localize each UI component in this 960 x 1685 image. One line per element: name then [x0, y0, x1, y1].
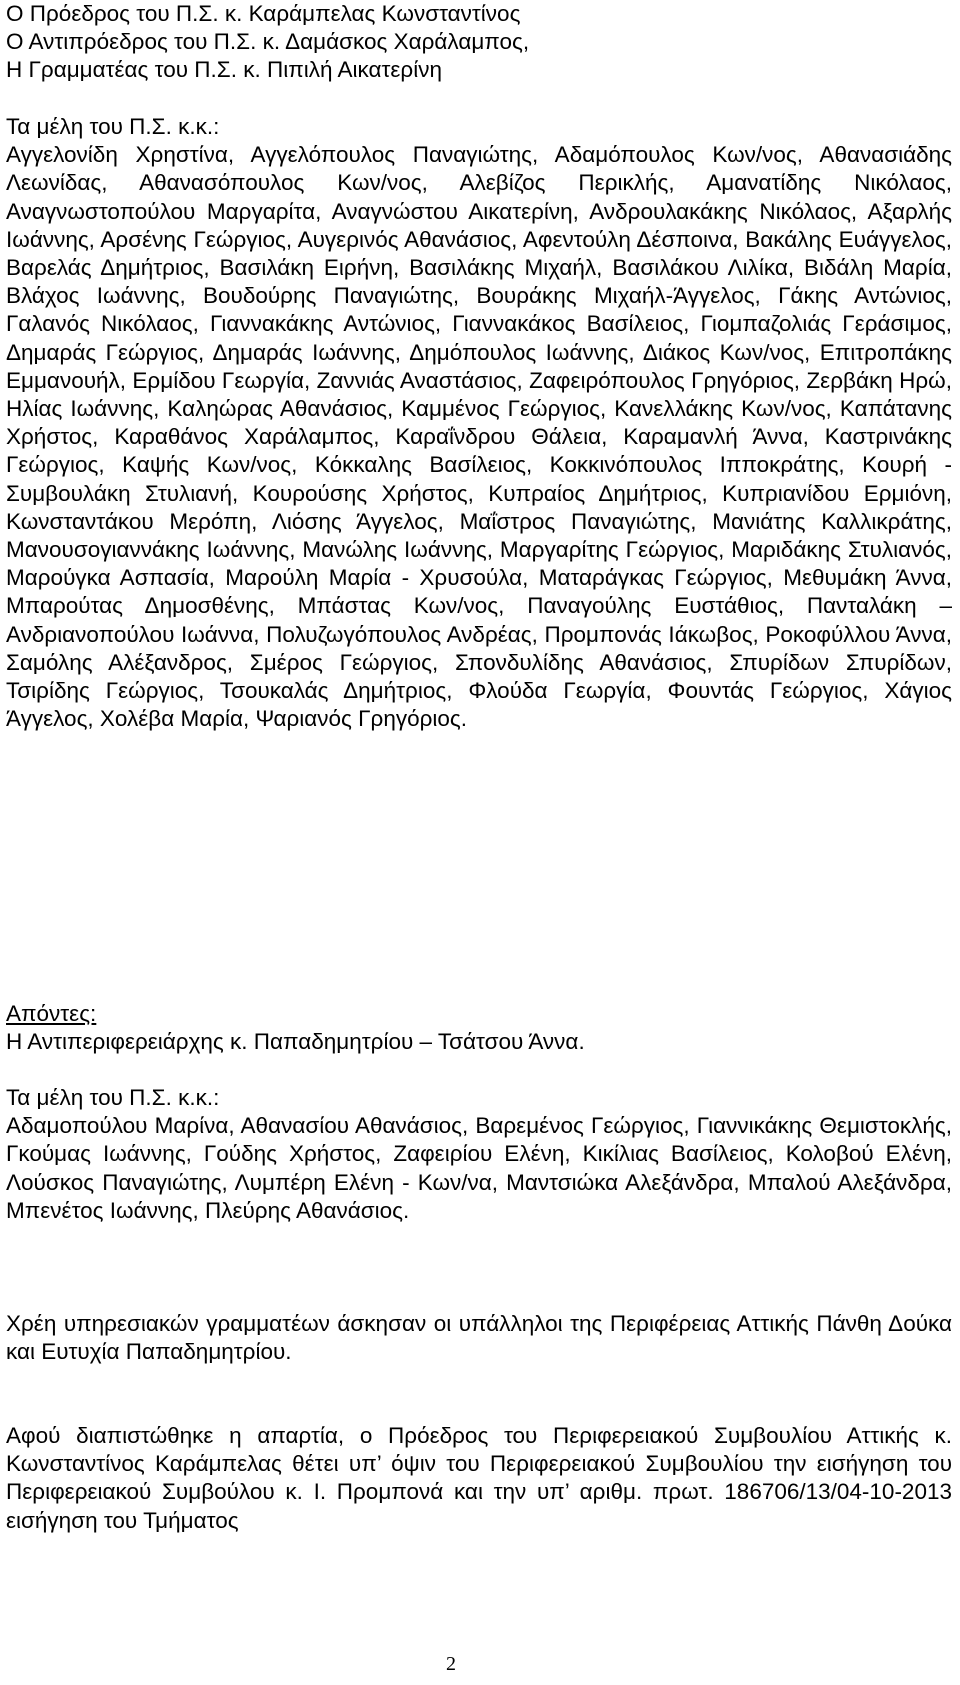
- absent-members-list: Αδαμοπούλου Μαρίνα, Αθανασίου Αθανάσιος, Βαρεμένος Γεώργιος, Γιαννικάκης Θεμιστοκλής, Γκούμας Ιωάννης, Γούδης Χρήστος, Ζαφειρίου Ελένη, Κικίλιας Βασίλειος, Κολοβού Ελένη, Λούσκος Παναγιώτης, Λυμπέρη Ελένη - Κων/να, Μαντσιώκα Αλεξάνδρα, Μπαλού Αλεξάνδρα, Μπενέτος Ιωάννης, Πλεύρης Αθανάσιος.: [6, 1113, 952, 1223]
- vice-president-line: Ο Αντιπρόεδρος του Π.Σ. κ. Δαμάσκος Χαράλαμπος,: [6, 29, 530, 55]
- present-members-section: [6, 113, 952, 733]
- present-members-list: Αγγελονίδη Χρηστίνα, Αγγελόπουλος Παναγιώτης, Αδαμόπουλος Κων/νος, Αθανασιάδης Λεωνίδας, Αθανασόπουλος Κων/νος, Αλεβίζος Περικλής, Αμανατίδης Νικόλαος, Αναγνωστοπούλου Μαργαρίτα, Αναγνώστου Αικατερίνη, Ανδρουλακάκης Νικόλαος, Αξαρλής Ιωάννης, Αρσένης Γεώργιος, Αυγερινός Αθανάσιος, Αφεντούλη Δέσποινα, Βακάλης Ευάγγελος, Βαρελάς Δημήτριος, Βασιλάκη Ειρήνη, Βασιλάκης Μιχαήλ, Βασιλάκου Λιλίκα, Βιδάλη Μαρία, Βλάχος Ιωάννης, Βουδούρης Παναγιώτης, Βουράκης Μιχαήλ-Άγγελος, Γάκης Αντώνιος, Γαλανός Νικόλαος, Γιαννακάκης Αντώνιος, Γιαννακάκος Βασίλειος, Γιομπαζολιάς Γεράσιμος, Δημαράς Γεώργιος, Δημαράς Ιωάννης, Δημόπουλος Ιωάννης, Διάκος Κων/νος, Επιτροπάκης Εμμανουήλ, Ερμίδου Γεωργία, Ζαννιάς Αναστάσιος, Ζαφειρόπουλος Γρηγόριος, Ζερβάκη Ηρώ, Ηλίας Ιωάννης, Καληώρας Αθανάσιος, Καμμένος Γεώργιος, Κανελλάκης Κων/νος, Καπάτανης Χρήστος, Καραθάνος Χαράλαμπος, Καραΐνδρου Θάλεια, Καραμανλή Άννα, Καστρινάκης Γεώργιος, Καψής Κων/νος, Κόκκαλης Βασίλειος, Κοκκινόπουλος Ιπποκράτης, Κουρή - Συμβουλάκη Στυλιανή, Κουρούσης Χρήστος, Κυπραίος Δημήτριος, Κυπριανίδου Ερμιόνη, Κωνσταντάκου Μερόπη, Λιόσης Άγγελος, Μαΐστρος Παναγιώτης, Μανιάτης Καλλικράτης, Μανουσογιαννάκης Ιωάννης, Μανώλης Ιωάννης, Μαργαρίτης Γεώργιος, Μαριδάκης Στυλιανός, Μαρούγκα Ασπασία, Μαρούλη Μαρία - Χρυσούλα, Ματαράγκας Γεώργιος, Μεθυμάκη Άννα, Μπαρούτας Δημοσθένης, Μπάστας Κων/νος, Παναγούλης Ευστάθιος, Πανταλάκη – Ανδριανοπούλου Ιωάννα, Πολυζωγόπουλος Ανδρέας, Προμπονάς Ιάκωβος, Ροκοφύλλου Άννα, Σαμόλης Αλέξανδρος, Σμέρος Γεώργιος, Σπονδυλίδης Αθανάσιος, Σπυρίδων Σπυρίδων, Τσιρίδης Γεώργιος, Τσουκαλάς Δημήτριος, Φλούδα Γεωργία, Φουντάς Γεώργιος, Χάγιος Άγγελος, Χολέβα Μαρία, Ψαριανός Γρηγόριος.: [6, 142, 952, 732]
- president-line: Ο Πρόεδρος του Π.Σ. κ. Καράμπελας Κωνσταντίνος: [6, 1, 521, 26]
- absent-heading: Απόντες:: [6, 1001, 97, 1026]
- page-number: 2: [446, 1653, 456, 1675]
- absent-vice-governor: Η Αντιπεριφερειάρχης κ. Παπαδημητρίου – Τσάτσου Άννα.: [6, 1029, 585, 1055]
- absent-members-section: [6, 1084, 952, 1225]
- secretaries-paragraph: Χρέη υπηρεσιακών γραμματέων άσκησαν οι υπάλληλοι της Περιφέρειας Αττικής Πάνθη Δούκα και Ευτυχία Παπαδημητρίου.: [6, 1311, 952, 1365]
- absent-members-heading: Τα μέλη του Π.Σ. κ.κ.:: [6, 1085, 220, 1110]
- board-officers: [6, 0, 952, 85]
- secretary-line: Η Γραμματέας του Π.Σ. κ. Πιπιλή Αικατερίνη: [6, 57, 442, 83]
- present-members-heading: Τα μέλη του Π.Σ. κ.κ.:: [6, 114, 220, 139]
- quorum-paragraph: Αφού διαπιστώθηκε η απαρτία, ο Πρόεδρος του Περιφερειακού Συμβουλίου Αττικής κ. Κωνσταντίνος Καράμπελας θέτει υπ’ όψιν του Περιφερειακού Συμβουλίου την εισήγηση του Περιφερειακού Συμβούλου κ. Ι. Προμπονά και την υπ’ αριθμ. πρωτ. 186706/13/04-10-2013 εισήγηση του Τμήματος: [6, 1423, 952, 1533]
- absent-section: [6, 1000, 952, 1056]
